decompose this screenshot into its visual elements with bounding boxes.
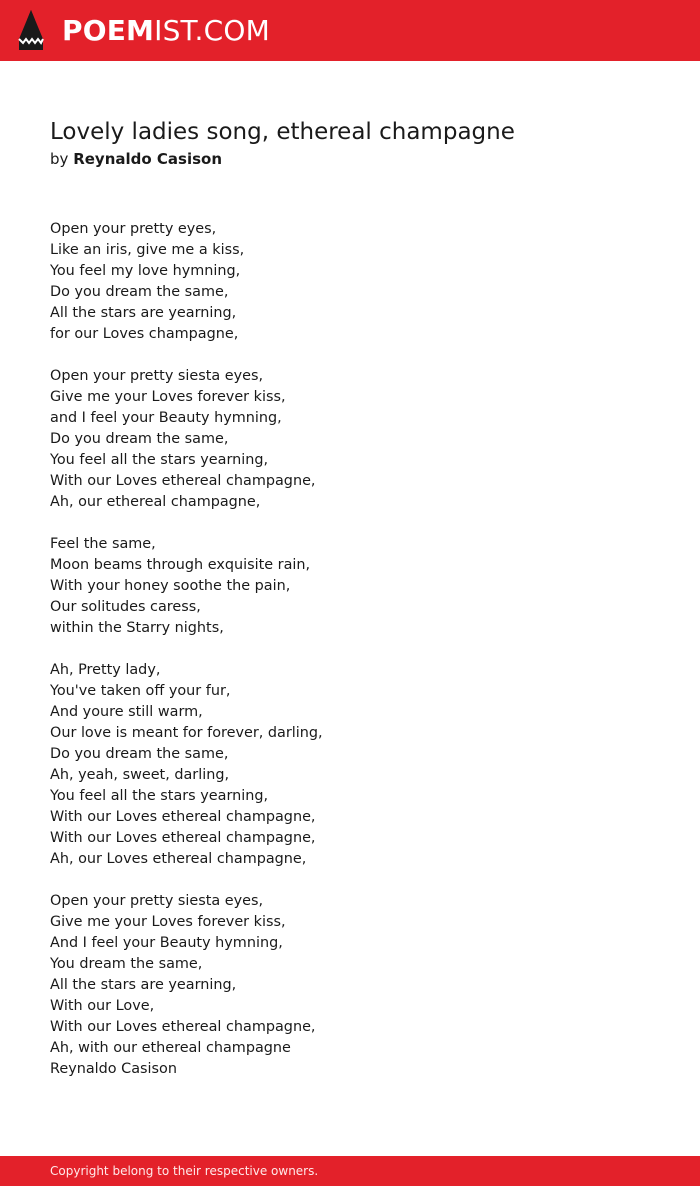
poem-line: You feel all the stars yearning,: [50, 452, 269, 468]
poem-line: Give me your Loves forever kiss,: [50, 914, 286, 930]
poem-line: You feel all the stars yearning,: [50, 788, 269, 804]
site-header: [0, 0, 700, 61]
logo-light-text: IST.COM: [154, 14, 270, 47]
poem-line: Do you dream the same,: [50, 284, 229, 300]
stanza: [50, 891, 670, 1080]
stanza: [50, 366, 670, 513]
poem-line: You've taken off your fur,: [50, 683, 231, 699]
poem-line: And youre still warm,: [50, 704, 203, 720]
poem-line: With our Loves ethereal champagne,: [50, 809, 316, 825]
poem-line: Ah, with our ethereal champagne: [50, 1040, 291, 1056]
poem-line: Our solitudes caress,: [50, 599, 201, 615]
copyright-notice: Copyright belong to their respective owners.: [50, 1164, 319, 1178]
poem-line: Give me your Loves forever kiss,: [50, 389, 286, 405]
poem-line: Open your pretty siesta eyes,: [50, 368, 264, 384]
poem-line: And I feel your Beauty hymning,: [50, 935, 283, 951]
stanza: [50, 219, 670, 345]
poem-line: Ah, Pretty lady,: [50, 662, 161, 678]
poem-line: Open your pretty siesta eyes,: [50, 893, 264, 909]
poem-line: Feel the same,: [50, 536, 156, 552]
poem-line: Our love is meant for forever, darling,: [50, 725, 323, 741]
poem-line: All the stars are yearning,: [50, 305, 237, 321]
poem-line: With our Loves ethereal champagne,: [50, 1019, 316, 1035]
stanza: [50, 660, 670, 870]
poem-signature: Reynaldo Casison: [50, 1061, 177, 1077]
poem-line: With your honey soothe the pain,: [50, 578, 291, 594]
poem-line: Do you dream the same,: [50, 431, 229, 447]
byline: [50, 148, 222, 170]
poem-body: [50, 219, 670, 1101]
poem-line: for our Loves champagne,: [50, 326, 239, 342]
poem-line: Moon beams through exquisite rain,: [50, 557, 311, 573]
poem-line: Like an iris, give me a kiss,: [50, 242, 245, 258]
poem-line: within the Starry nights,: [50, 620, 224, 636]
poem-line: You feel my love hymning,: [50, 263, 241, 279]
poem-line: With our Love,: [50, 998, 155, 1014]
poem-line: Open your pretty eyes,: [50, 221, 217, 237]
stanza: [50, 534, 670, 639]
poem-line: With our Loves ethereal champagne,: [50, 473, 316, 489]
poem-line: With our Loves ethereal champagne,: [50, 830, 316, 846]
poem-line: and I feel your Beauty hymning,: [50, 410, 282, 426]
by-label: by: [50, 150, 69, 168]
poem-line: Ah, our Loves ethereal champagne,: [50, 851, 307, 867]
author-link[interactable]: Reynaldo Casison: [73, 150, 223, 168]
poem-line: Ah, our ethereal champagne,: [50, 494, 261, 510]
poem-line: You dream the same,: [50, 956, 203, 972]
poem-line: Ah, yeah, sweet, darling,: [50, 767, 230, 783]
pencil-tip-icon[interactable]: [16, 9, 46, 51]
poem-title: Lovely ladies song, ethereal champagne: [50, 119, 515, 145]
site-logo[interactable]: [62, 11, 270, 51]
poem-line: Do you dream the same,: [50, 746, 229, 762]
poem-line: All the stars are yearning,: [50, 977, 237, 993]
logo-bold-text: POEM: [62, 14, 155, 47]
site-footer: [0, 1156, 700, 1186]
